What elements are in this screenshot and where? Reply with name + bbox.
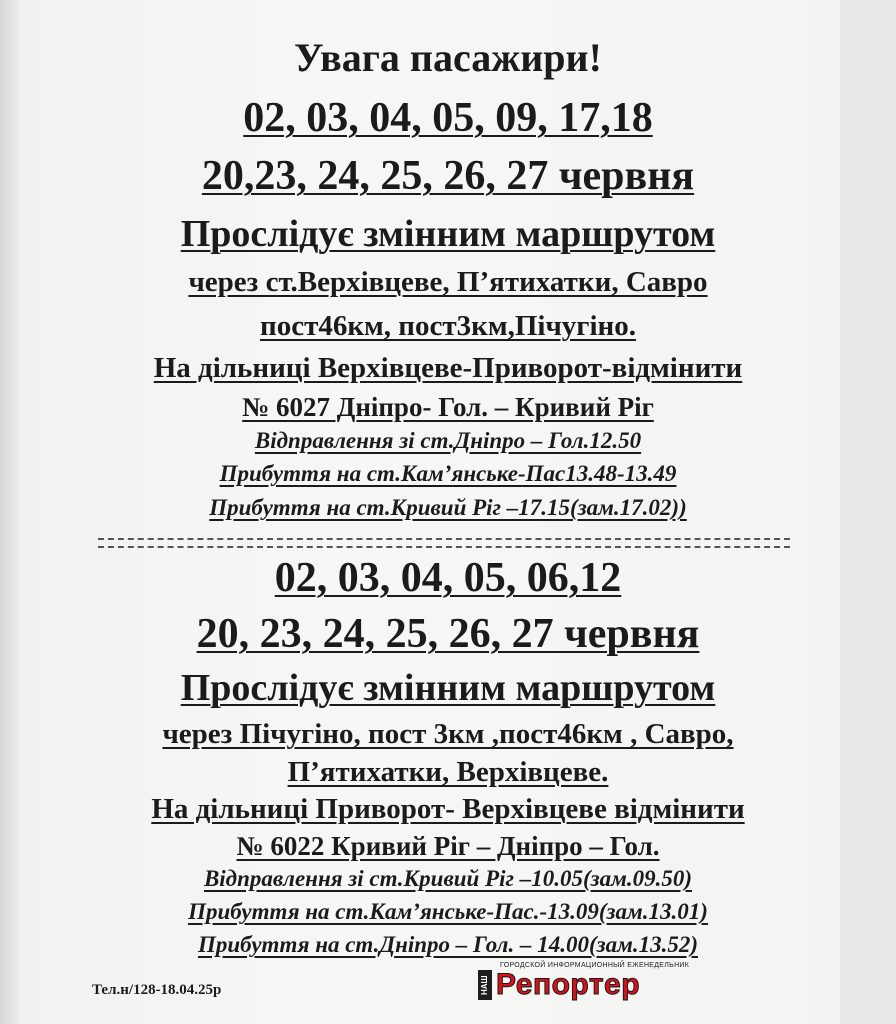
section2-train: № 6022 Кривий Ріг – Дніпро – Гол. [236,831,660,861]
section2-departure: Відправлення зі ст.Кривий Ріг –10.05(зам.09.50) [203,866,693,891]
section1-arrival2: Прибуття на ст.Кривий Ріг –17.15(зам.17.02)) [209,495,687,520]
section1-cancel: На дільниці Верхівцеве-Приворот-відмінити [153,352,743,384]
section2-dates-line2: 20, 23, 24, 25, 26, 27 червня [196,611,700,657]
section-separator [98,538,790,548]
logo-tagline: ГОРОДСКОЙ ИНФОРМАЦИОННЫЙ ЕЖЕНЕДЕЛЬНИК [500,962,690,969]
section1-via-line1: через ст.Верхівцеве, П’ятихатки, Савро [188,266,708,298]
section1-heading: Прослідує змінним маршрутом [180,213,716,255]
section2-via-line2: П’ятихатки, Верхівцеве. [287,756,609,788]
notice-title: Увага пасажири! [294,35,602,80]
section1-departure: Відправлення зі ст.Дніпро – Гол.12.50 [254,428,642,453]
section2-cancel: На дільниці Приворот- Верхівцеве відмінити [151,793,745,825]
reporter-logo [478,962,714,1004]
section2-via-line1: через Пічугіно, пост 3км ,пост46км , Савро, [162,718,734,750]
notice-reference: Тел.н/128-18.04.25р [92,982,222,998]
section2-arrival2: Прибуття на ст.Дніпро – Гол. – 14.00(зам.13.52) [197,932,698,957]
section1-arrival1: Прибуття на ст.Кам’янське-Пас13.48-13.49 [219,461,677,486]
section2-heading: Прослідує змінним маршрутом [180,667,716,709]
section1-dates-line1: 02, 03, 04, 05, 09, 17,18 [243,95,653,141]
logo-name: Репортер [496,968,641,1001]
section1-train: № 6027 Дніпро- Гол. – Кривий Ріг [242,392,654,422]
section2-dates-line1: 02, 03, 04, 05, 06,12 [274,555,622,601]
section1-dates-line2: 20,23, 24, 25, 26, 27 червня [201,153,695,199]
section1-via-line2: пост46км, пост3км,Пічугіно. [260,310,636,342]
logo-nash-label: НАШ [478,970,492,1000]
section2-arrival1: Прибуття на ст.Кам’янське-Пас.-13.09(зам.13.01) [188,899,708,924]
